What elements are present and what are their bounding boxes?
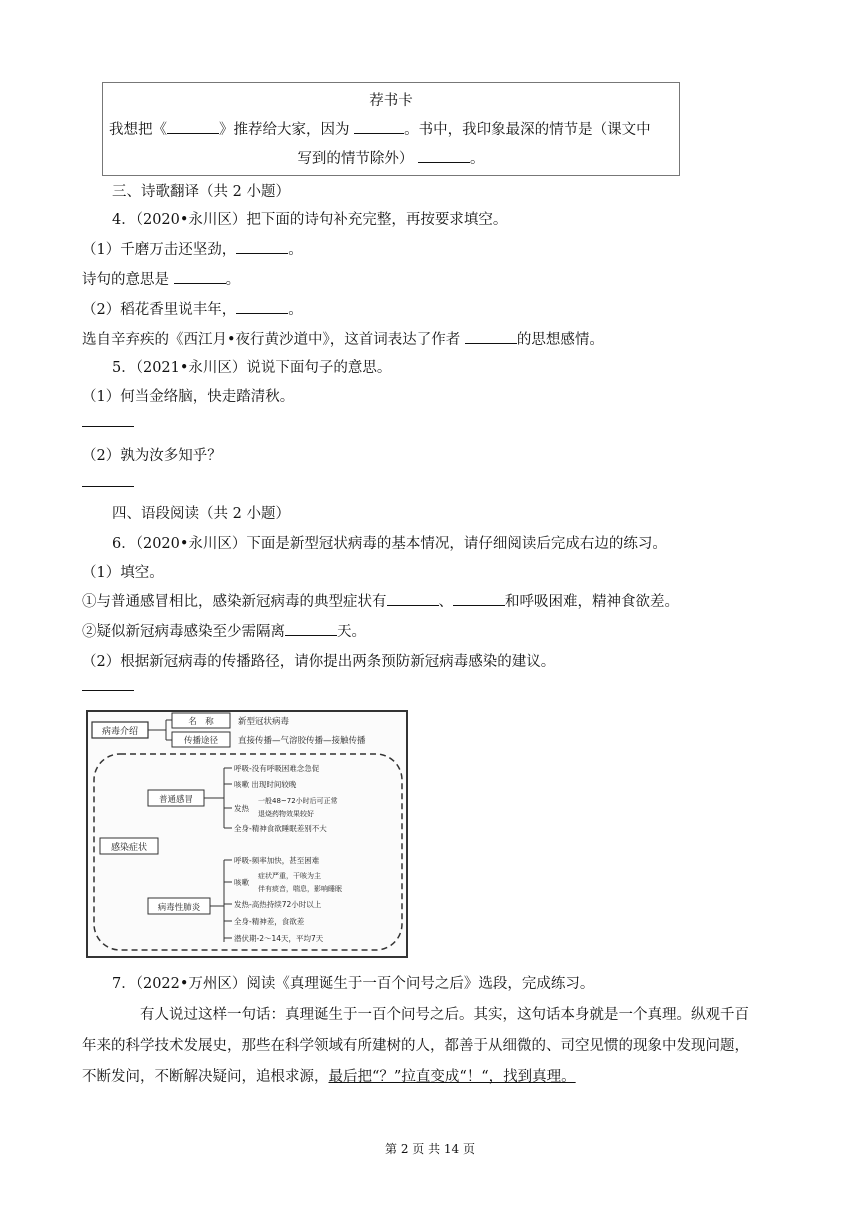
q4-meaning: 诗句的意思是 。 xyxy=(82,268,240,289)
section-4-heading: 四、语段阅读（共 2 小题） xyxy=(112,506,290,522)
q7-line-3: 不断发问，不断解决疑问，追根求源，最后把“？”拉直变成“！“，找到真理。 xyxy=(82,1069,576,1085)
virus-info-diagram xyxy=(86,710,408,958)
pneu-item-3: 伴有痰音，喘息，影响睡眠 xyxy=(258,885,342,893)
card-line-2: 写到的情节除外） 。 xyxy=(103,147,679,168)
blank-q4-2[interactable] xyxy=(236,299,288,314)
q5-part1: （1）何当金络脑，快走踏清秋。 xyxy=(82,389,295,405)
route-label: 传播途径 xyxy=(183,736,219,746)
q6-fill-1: ①与普通感冒相比，感染新冠病毒的典型症状有 、 和呼吸困难，精神食欲差。 xyxy=(82,590,679,611)
cold-item-1: 呼吸-没有呼吸困难念急促 xyxy=(234,764,320,773)
symptoms-label: 感染症状 xyxy=(110,843,148,853)
blank-q5-2[interactable] xyxy=(82,472,134,487)
pneu-item-2: 症状严重，干咳为主 xyxy=(258,872,321,880)
card-line-1: 我想把《 》推荐给大家，因为 。书中，我印象最深的情节是（课文中 xyxy=(109,118,651,139)
name-label: 名 称 xyxy=(188,717,214,727)
q7-stem: 7．（2022•万州区）阅读《真理诞生于一百个问号之后》选段，完成练习。 xyxy=(112,976,595,992)
blank-q6-days[interactable] xyxy=(285,621,337,636)
q7-line-1: 有人说过这样一句话：真理诞生于一百个问号之后。其实，这句话本身就是一个真理。纵观千百 xyxy=(140,1007,749,1023)
q5-part2: （2）孰为汝多知乎？ xyxy=(82,448,222,464)
q5-stem: 5．（2021•永川区）说说下面句子的意思。 xyxy=(112,360,392,376)
q6-fill-2: ②疑似新冠病毒感染至少需隔离 天。 xyxy=(82,620,366,641)
card-title: 荐书卡 xyxy=(369,93,413,109)
route-value: 直接传播—气溶胶传播—接触传播 xyxy=(238,736,366,746)
q6-stem: 6．（2020•永川区）下面是新型冠状病毒的基本情况，请仔细阅读后完成右边的练习。 xyxy=(112,536,667,552)
section-3-heading: 三、诗歌翻译（共 2 小题） xyxy=(112,184,290,200)
q7-line-2: 年来的科学技术发展史，那些在科学领域有所建树的人，都善于从细微的、司空见惯的现象中发现问题， xyxy=(82,1038,749,1054)
book-recommendation-card xyxy=(102,82,680,176)
blank-q6-symptom-1[interactable] xyxy=(387,591,439,606)
pneumonia-label: 病毒性肺炎 xyxy=(157,903,201,913)
q6-part1: （1）填空。 xyxy=(82,565,164,581)
pneu-item-4: 发热-高热持续72小时以上 xyxy=(234,900,322,909)
blank-q4-meaning[interactable] xyxy=(174,269,226,284)
q4-part3: 选自辛弃疾的《西江月•夜行黄沙道中》，这首词表达了作者 的思想感情。 xyxy=(82,328,604,349)
page-footer: 第 2 页 共 14 页 xyxy=(385,1142,475,1156)
q6-part2: （2）根据新冠病毒的传播路径，请你提出两条预防新冠病毒感染的建议。 xyxy=(82,654,556,670)
blank-reason[interactable] xyxy=(354,119,404,134)
cold-item-4: 退烧药物效果较好 xyxy=(258,810,314,818)
q4-stem: 4．（2020•永川区）把下面的诗句补充完整，再按要求填空。 xyxy=(112,212,508,228)
blank-q6-symptom-2[interactable] xyxy=(453,591,505,606)
blank-plot[interactable] xyxy=(418,148,470,163)
blank-q6-suggestion[interactable] xyxy=(82,676,134,691)
cold-item-3: 一般48~72小时后可正常 xyxy=(258,797,338,805)
cold-item-2: 咳嗽 出现时间较晚 xyxy=(234,780,297,789)
blank-q4-1[interactable] xyxy=(236,239,288,254)
cold-fever: 发热 xyxy=(234,804,249,813)
pneu-item-6: 潜伏期-2～14天，平均7天 xyxy=(234,934,324,943)
name-value: 新型冠状病毒 xyxy=(238,717,290,727)
cold-item-5: 全身-精神食欲睡眠差别不大 xyxy=(234,824,327,833)
pneu-cough: 咳嗽 xyxy=(234,878,249,887)
pneu-item-1: 呼吸-频率加快，甚至困难 xyxy=(234,856,320,865)
blank-q5-1[interactable] xyxy=(82,412,134,427)
pneu-item-5: 全身-精神差，食欲差 xyxy=(234,917,305,926)
q7-underlined-sentence: 最后把“？”拉直变成“！“，找到真理。 xyxy=(328,1069,576,1085)
blank-book-title[interactable] xyxy=(167,119,219,134)
blank-q4-3[interactable] xyxy=(465,329,517,344)
q4-part1: （1）千磨万击还坚劲， 。 xyxy=(82,238,303,259)
intro-label: 病毒介绍 xyxy=(101,727,139,737)
cold-label: 普通感冒 xyxy=(158,795,194,805)
q4-part2: （2）稻花香里说丰年， 。 xyxy=(82,298,303,319)
